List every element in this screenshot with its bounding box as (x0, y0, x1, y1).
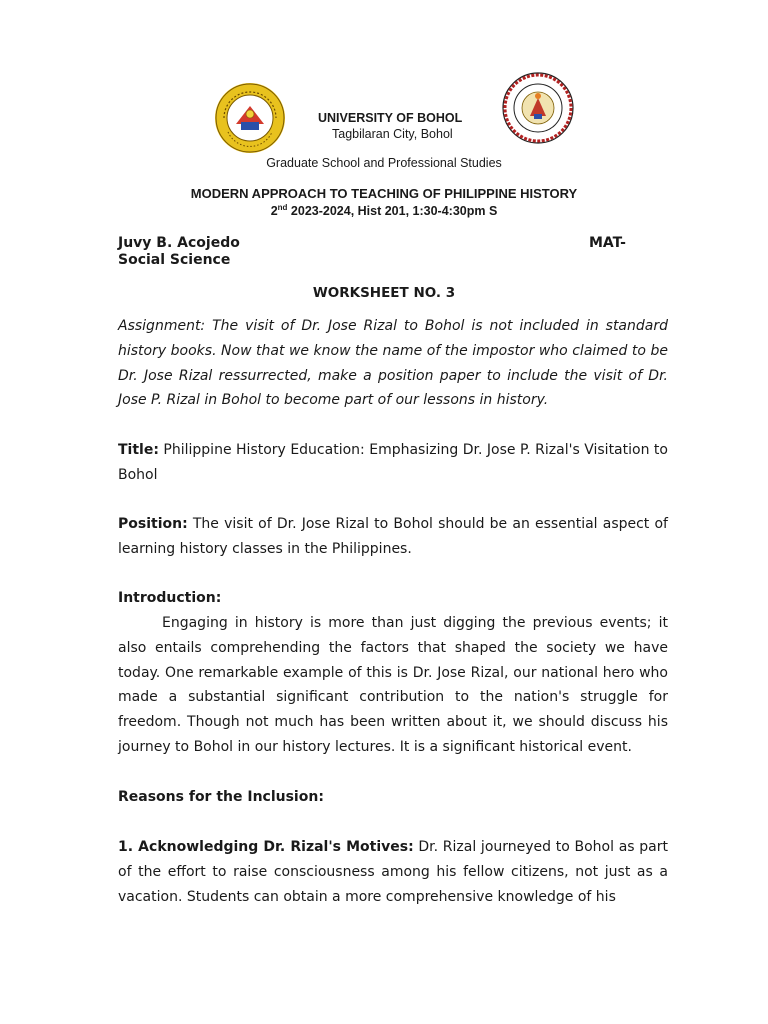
assignment-paragraph: Assignment: The visit of Dr. Jose Rizal to Bohol is not included in standard history books. Now that we know the name of the impostor who claimed to be Dr. Jose Rizal ressurrected, make a position paper to include the visit of Dr. Jose P. Rizal in Bohol to become part of our lessons in history. (118, 318, 668, 409)
introduction-heading: Introduction: (118, 590, 222, 606)
position-paragraph (118, 512, 668, 562)
title-label: Title: (118, 442, 159, 458)
term-details: 2023-2024, Hist 201, 1:30-4:30pm S (287, 204, 498, 218)
introduction-paragraph: Engaging in history is more than just digging the previous events; it also entails comprehending the factors that shaped the society we have today. One remarkable example of this is Dr. Jose Rizal, our national hero who made a substantial significant contribution to the nation's struggle for freedom. Though not much has been written about it, we should discuss his journey to Bohol in our history lectures. It is a significant historical event. (118, 615, 668, 755)
university-name: UNIVERSITY OF BOHOL (318, 111, 463, 125)
position-text: The visit of Dr. Jose Rizal to Bohol should be an essential aspect of learning history classes in the Philippines. (118, 516, 668, 557)
term-number: 2 (270, 204, 278, 218)
school-name: Graduate School and Professional Studies (266, 156, 502, 170)
title-text: Philippine History Education: Emphasizing Dr. Jose P. Rizal's Visitation to Bohol (118, 442, 668, 483)
reason-1-text: Dr. Rizal journeyed to Bohol as part of the effort to raise consciousness among his fellow citizens, not just as a vacation. Students can obtain a more comprehensive knowledge of his (118, 839, 668, 905)
course-term (0, 203, 768, 218)
student-name: Juvy B. Acojedo (118, 235, 240, 251)
student-program-line2: Social Science (118, 252, 231, 268)
reasons-heading: Reasons for the Inclusion: (118, 789, 324, 805)
title-paragraph (118, 438, 668, 488)
extension-instruction-research-seal-icon (502, 72, 574, 144)
term-suffix: nd (277, 203, 288, 212)
worksheet-title: WORKSHEET NO. 3 (312, 285, 456, 301)
position-label: Position: (118, 516, 188, 532)
reason-1-label: 1. Acknowledging Dr. Rizal's Motives: (118, 839, 414, 855)
reason-1-paragraph (118, 835, 668, 909)
university-seal-icon (214, 82, 286, 154)
student-program-line1: MAT- (589, 235, 626, 251)
university-city: Tagbilaran City, Bohol (332, 127, 453, 141)
course-title: MODERN APPROACH TO TEACHING OF PHILIPPINE HISTORY (190, 186, 578, 201)
